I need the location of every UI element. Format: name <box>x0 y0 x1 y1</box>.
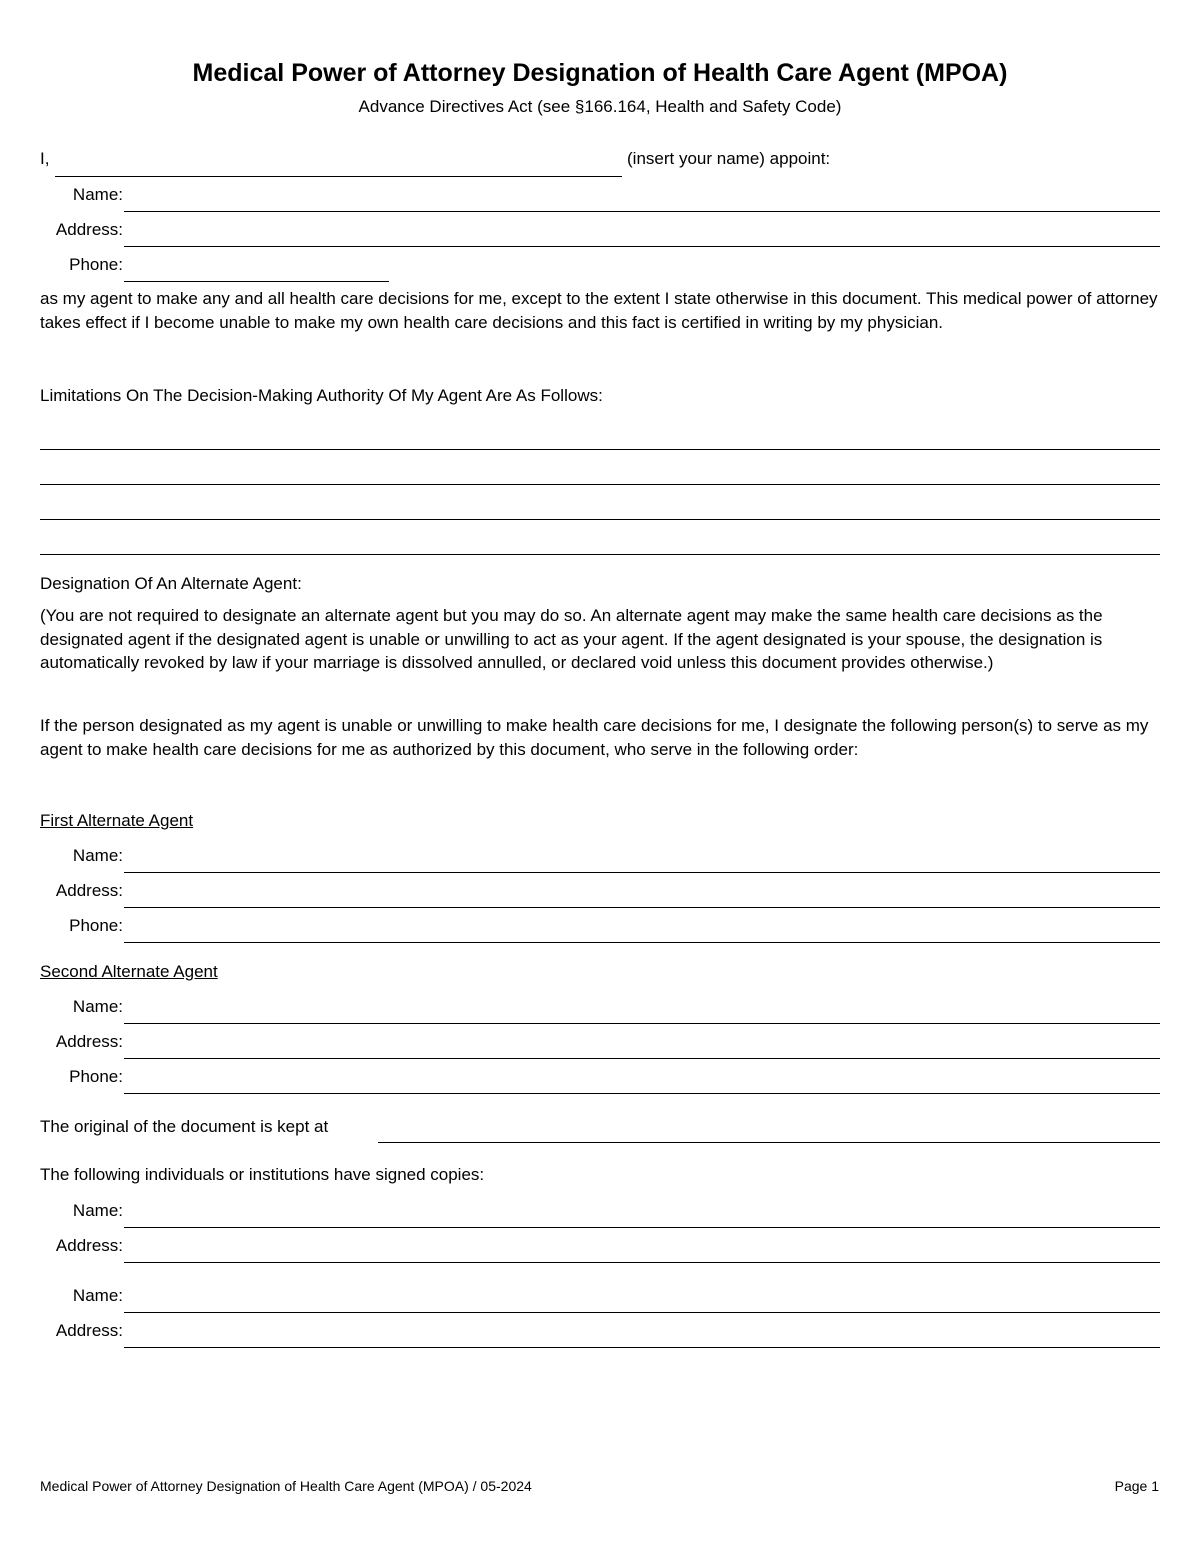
document-subtitle: Advance Directives Act (see §166.164, Health and Safety Code) <box>358 97 842 116</box>
limitations-line-4[interactable] <box>40 554 1160 555</box>
agent-phone-label: Phone: <box>69 255 123 274</box>
principal-prefix: I, <box>40 149 50 168</box>
first-alternate-name-field[interactable] <box>124 872 1160 873</box>
alternate-note: (You are not required to designate an alternate agent but you may do so. An alternate agent may make the same health care decisions as the designated agent if the designated agent is unable or unwilling to act as your agent. If the agent designated is your spouse, the designation is automatically revoked by law if your marriage is dissolved annulled, or declared void unless this document provides otherwise.) <box>40 606 1103 672</box>
second-alternate-name-field[interactable] <box>124 1023 1160 1024</box>
first-alternate-heading: First Alternate Agent <box>40 811 194 830</box>
agent-name-label: Name: <box>72 185 123 204</box>
footer-document-name: Medical Power of Attorney Designation of Health Care Agent (MPOA) / 05-2024 <box>40 1478 532 1494</box>
copy-1-name-field[interactable] <box>124 1227 1160 1228</box>
copy-1-name-label: Name: <box>72 1201 123 1220</box>
copy-1-address-label: Address: <box>55 1236 123 1255</box>
agent-name-field[interactable] <box>124 211 1160 212</box>
document-title: Medical Power of Attorney Designation of Health Care Agent (MPOA) <box>192 59 1008 87</box>
first-alternate-address-field[interactable] <box>124 907 1160 908</box>
footer-page-number: Page 1 <box>1114 1478 1159 1494</box>
first-alternate-phone-field[interactable] <box>124 942 1160 943</box>
alternate-designation: If the person designated as my agent is unable or unwilling to make health care decisions for me, I designate the following person(s) to serve as my agent to make health care decisions for me as authorized by this document, who serve in the following order: <box>40 716 1149 759</box>
agent-address-label: Address: <box>55 220 123 239</box>
first-alternate-address-label: Address: <box>55 881 123 900</box>
agent-phone-field[interactable] <box>124 281 389 282</box>
limitations-heading: Limitations On The Decision-Making Authority Of My Agent Are As Follows: <box>40 386 603 405</box>
agent-authority-statement: as my agent to make any and all health care decisions for me, except to the extent I state otherwise in this document. This medical power of attorney takes effect if I become unable to make my own health care decisions and this fact is certified in writing by my physician. <box>40 289 1158 332</box>
first-alternate-phone-label: Phone: <box>69 916 123 935</box>
original-location-label: The original of the document is kept at <box>40 1117 329 1136</box>
first-alternate-name-label: Name: <box>72 846 123 865</box>
limitations-line-1[interactable] <box>40 449 1160 450</box>
copies-heading: The following individuals or institutions have signed copies: <box>40 1165 485 1184</box>
agent-address-field[interactable] <box>124 246 1160 247</box>
second-alternate-phone-field[interactable] <box>124 1093 1160 1094</box>
principal-name-field[interactable] <box>55 176 622 177</box>
original-location-field[interactable] <box>378 1142 1160 1143</box>
second-alternate-address-field[interactable] <box>124 1058 1160 1059</box>
alternate-heading: Designation Of An Alternate Agent: <box>40 574 302 593</box>
copy-2-name-field[interactable] <box>124 1312 1160 1313</box>
second-alternate-name-label: Name: <box>72 997 123 1016</box>
limitations-line-2[interactable] <box>40 484 1160 485</box>
second-alternate-phone-label: Phone: <box>69 1067 123 1086</box>
principal-name-hint: (insert your name) appoint: <box>627 149 831 168</box>
copy-2-name-label: Name: <box>72 1286 123 1305</box>
copy-2-address-field[interactable] <box>124 1347 1160 1348</box>
limitations-line-3[interactable] <box>40 519 1160 520</box>
copy-1-address-field[interactable] <box>124 1262 1160 1263</box>
second-alternate-heading: Second Alternate Agent <box>40 962 218 981</box>
copy-2-address-label: Address: <box>55 1321 123 1340</box>
second-alternate-address-label: Address: <box>55 1032 123 1051</box>
